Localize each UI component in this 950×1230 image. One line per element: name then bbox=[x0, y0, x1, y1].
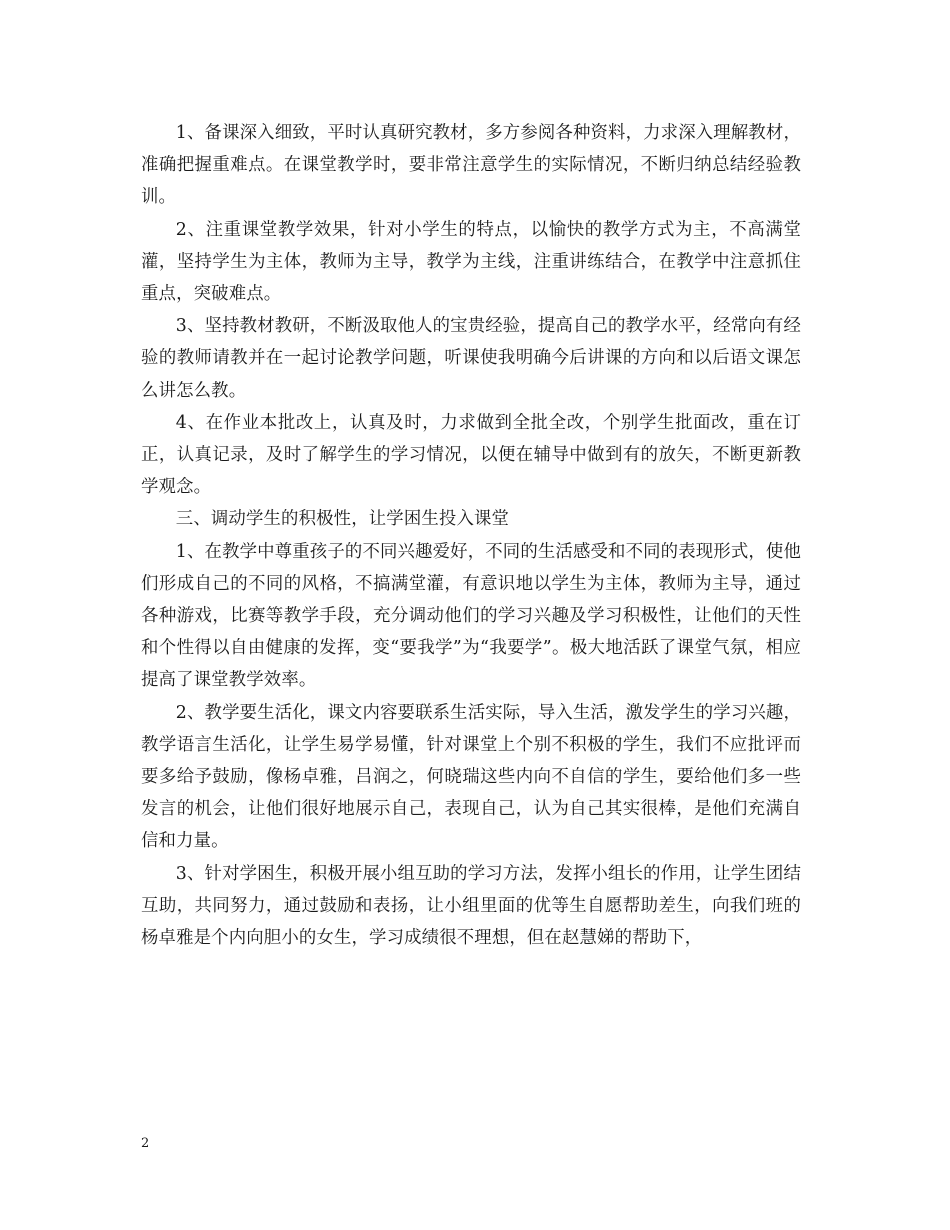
paragraph-life-based-teaching: 2、教学要生活化，课文内容要联系生活实际，导入生活，激发学生的学习兴趣，教学语言生活化，让学生易学易懂，针对课堂上个别不积极的学生，我们不应批评而要多给予鼓励，像杨卓雅，吕润之，何晓瑞这些内向不自信的学生，要给他们多一些发言的机会，让他们很好地展示自己，表现自己，认为自己其实很棒，是他们充满自信和力量。 bbox=[141, 702, 801, 852]
document-body bbox=[141, 117, 801, 954]
paragraph-teaching-research: 3、坚持教材教研，不断汲取他人的宝贵经验，提高自己的教学水平，经常向有经验的教师请教并在一起讨论教学问题，听课使我明确今后讲课的方向和以后语文课怎么讲怎么教。 bbox=[141, 316, 801, 401]
paragraph-prep-lessons: 1、备课深入细致，平时认真研究教材，多方参阅各种资料，力求深入理解教材，准确把握重难点。在课堂教学时，要非常注意学生的实际情况，不断归纳总结经验教训。 bbox=[141, 123, 801, 208]
section-heading-motivation: 三、调动学生的积极性，让学困生投入课堂 bbox=[175, 509, 510, 530]
paragraph-group-mutual-help: 3、针对学困生，积极开展小组互助的学习方法，发挥小组长的作用，让学生团结互助，共同努力，通过鼓励和表扬，让小组里面的优等生自愿帮助差生，向我们班的杨卓雅是个内向胆小的女生，学习成绩很不理想，但在赵慧娣的帮助下， bbox=[141, 863, 801, 949]
page-number: 2 bbox=[141, 1136, 150, 1151]
paragraph-respect-interests: 1、在教学中尊重孩子的不同兴趣爱好，不同的生活感受和不同的表现形式，使他们形成自己的不同的风格，不搞满堂灌，有意识地以学生为主体，教师为主导，通过各种游戏，比赛等教学手段，充分调动他们的学习兴趣及学习积极性，让他们的天性和个性得以自由健康的发挥，变“要我学”为“我要学”。极大地活跃了课堂气氛，相应提高了课堂教学效率。 bbox=[141, 541, 801, 691]
paragraph-classroom-effect: 2、注重课堂教学效果，针对小学生的特点，以愉快的教学方式为主，不高满堂灌，坚持学生为主体，教师为主导，教学为主线，注重讲练结合，在教学中注意抓住重点，突破难点。 bbox=[141, 219, 801, 305]
paragraph-homework-grading: 4、在作业本批改上，认真及时，力求做到全批全改，个别学生批面改，重在订正，认真记录，及时了解学生的学习情况，以便在辅导中做到有的放矢，不断更新教学观念。 bbox=[141, 412, 801, 498]
